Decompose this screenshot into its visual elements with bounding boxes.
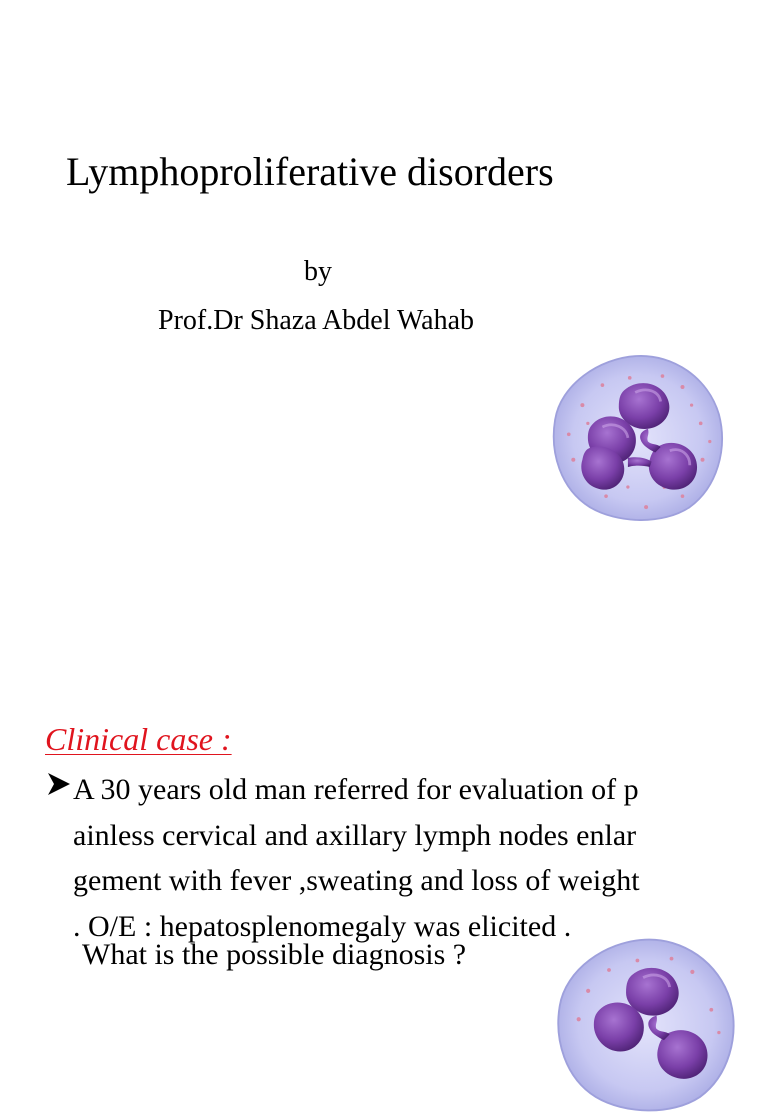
author-name: Prof.Dr Shaza Abdel Wahab [158, 305, 475, 336]
diagnosis-question: What is the possible diagnosis ? [82, 938, 467, 971]
case-line-4: . O/E : hepatosplenomegaly was elicited . [73, 909, 572, 943]
case-line-3: gement with fever ,sweating and loss of weight [73, 864, 640, 897]
by-label: by [304, 256, 332, 287]
neutrophil-cell-icon [550, 934, 740, 1114]
clinical-case-heading: Clinical case : [45, 721, 232, 757]
arrow-bullet-icon [45, 770, 73, 798]
neutrophil-cell-icon [546, 349, 728, 525]
case-line-2: ainless cervical and axillary lymph nodes enlar [73, 818, 637, 852]
clinical-case-text [73, 767, 733, 949]
case-line-1: A 30 years old man referred for evaluation of p [73, 773, 639, 806]
slide-title: Lymphoproliferative disorders [66, 149, 554, 194]
